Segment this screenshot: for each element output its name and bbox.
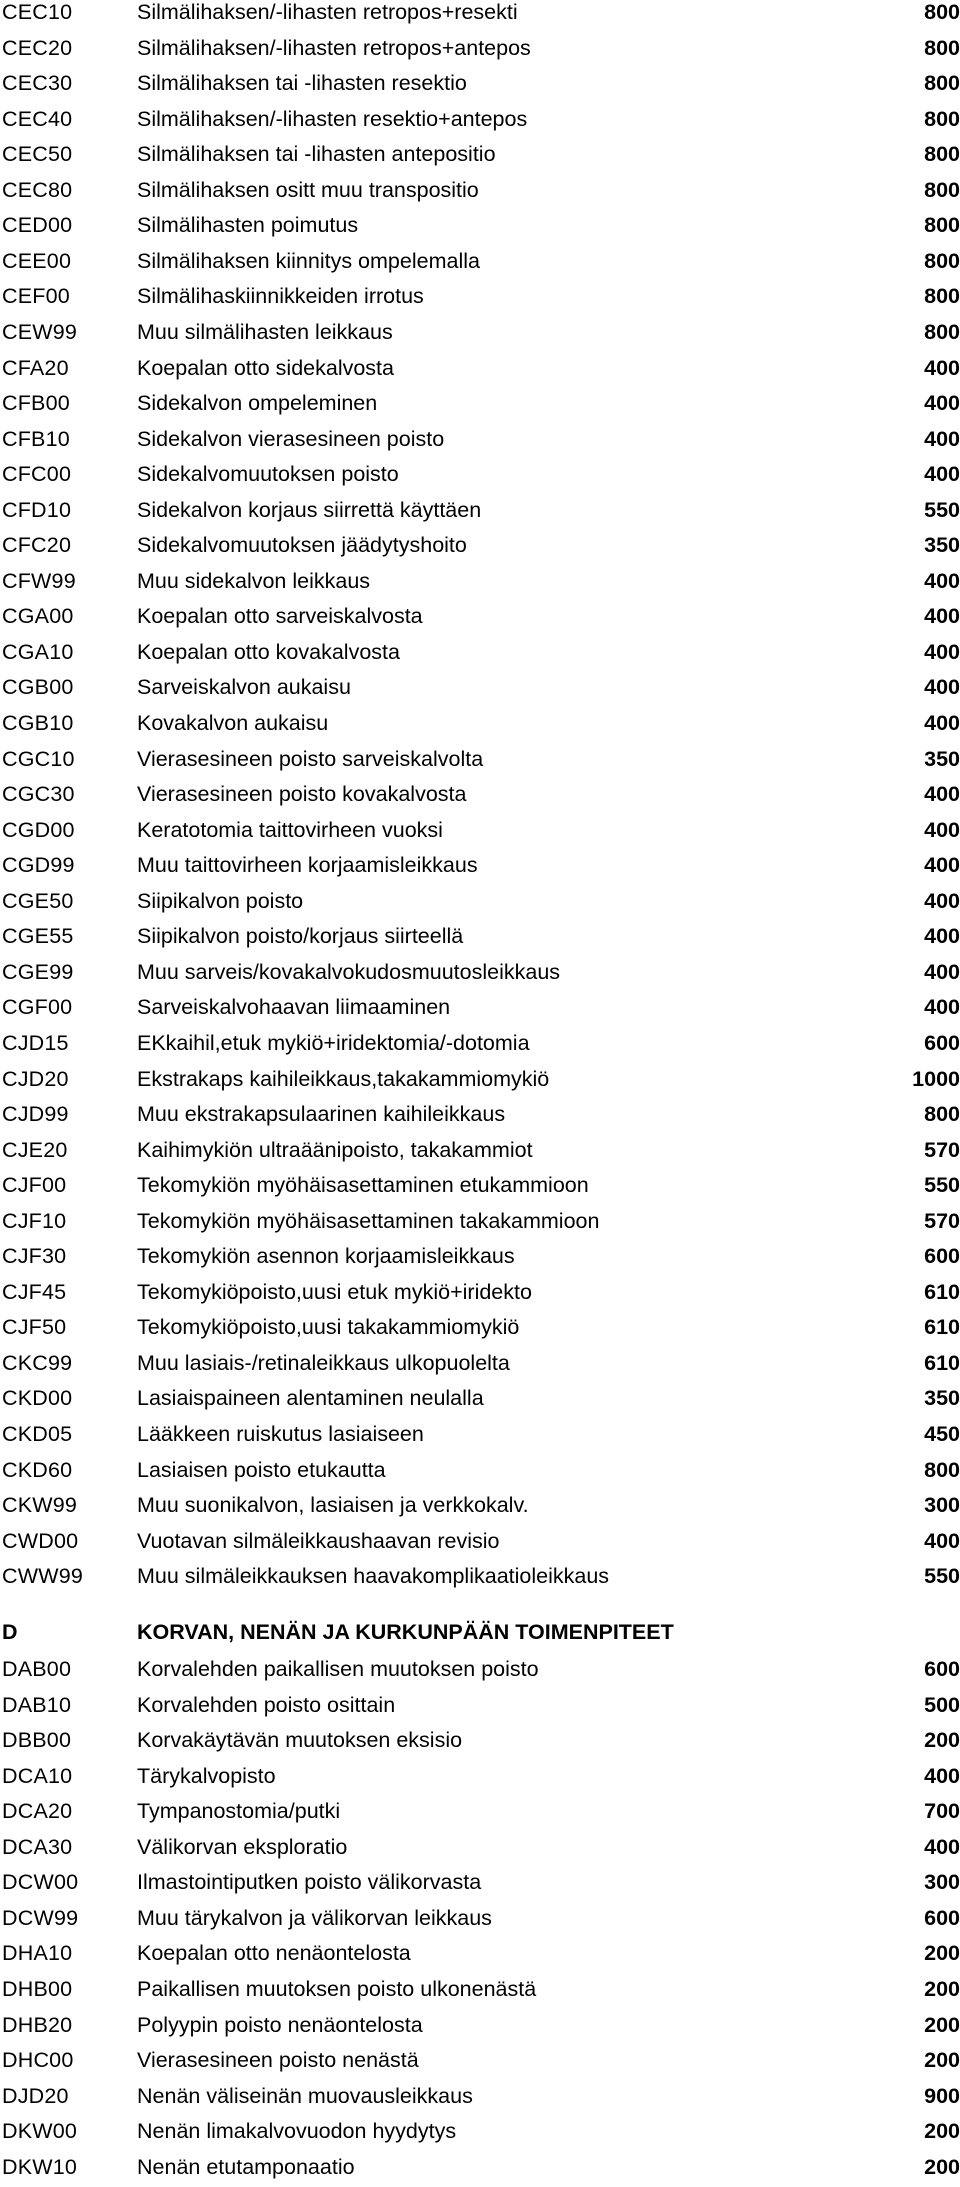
procedure-row [0,776,960,812]
section-title: KORVAN, NENÄN JA KURKUNPÄÄN TOIMENPITEET [137,1620,674,1644]
procedure-description: Sidekalvon ompeleminen [137,391,378,416]
procedure-description: Nenän limakalvovuodon hyydytys [137,2119,457,2144]
procedure-description: Sidekalvon korjaus siirrettä käyttäen [137,497,482,522]
procedure-row [0,954,960,990]
procedure-code: CEC10 [2,0,73,24]
procedure-description: Muu sidekalvon leikkaus [137,568,371,593]
procedure-description: Sidekalvomuutoksen poisto [137,462,399,487]
procedure-row [0,1309,960,1345]
procedure-price: 800 [924,35,960,60]
procedure-code: CEF00 [2,284,70,309]
procedure-code: CJF30 [2,1244,67,1269]
procedure-code: CJD20 [2,1066,69,1091]
procedure-description: Tympanostomia/putki [137,1799,341,1824]
procedure-description: Koepalan otto kovakalvosta [137,639,400,664]
procedure-price: 400 [924,711,960,735]
procedure-code: CEE00 [2,248,72,273]
procedure-row [0,1167,960,1203]
procedure-code: CJF10 [2,1208,67,1233]
procedure-row [0,421,960,457]
procedure-row [0,1345,960,1381]
procedure-code: DHB20 [2,2012,73,2037]
procedure-code: CGB00 [2,675,74,700]
procedure-price: 600 [924,1657,960,1681]
procedure-description: Lääkkeen ruiskutus lasiaiseen [137,1422,424,1446]
procedure-description: Muu sarveis/kovakalvokudosmuutosleikkaus [137,959,561,984]
procedure-code: CKD00 [2,1386,73,1411]
procedure-price: 400 [924,959,960,984]
procedure-row [0,314,960,350]
procedure-row [0,1416,960,1452]
procedure-description: Tekomykiön myöhäisasettaminen takakammioon [137,1208,600,1233]
procedure-description: Sarveiskalvohaavan liimaaminen [137,995,451,1020]
procedure-code: CEW99 [2,319,78,344]
procedure-price: 400 [924,1763,960,1788]
procedure-description: Tekomykiöpoisto,uusi takakammiomykiö [137,1315,520,1340]
procedure-description: Keratotomia taittovirheen vuoksi [137,817,443,842]
procedure-row [0,847,960,883]
procedure-row [0,1203,960,1239]
procedure-row [0,883,960,919]
procedure-description: Ekstrakaps kaihileikkaus,takakammiomykiö [137,1066,550,1091]
procedure-price: 800 [924,248,960,273]
procedure-price: 400 [924,853,960,878]
procedure-code: CJE20 [2,1137,68,1162]
procedure-row [0,598,960,634]
procedure-code: DHB00 [2,1976,73,2001]
procedure-code: CEC50 [2,142,73,167]
procedure-description: Muu silmäleikkauksen haavakomplikaatioleikkaus [137,1564,610,1589]
procedure-row [0,1829,960,1865]
procedure-price: 300 [924,1493,960,1518]
procedure-row [0,1132,960,1168]
procedure-description: Muu lasiais-/retinaleikkaus ulkopuolelta [137,1350,510,1375]
procedure-code: CJD15 [2,1030,69,1055]
procedure-code: CWD00 [2,1528,79,1553]
procedure-price: 350 [924,533,960,558]
procedure-description: Tekomykiöpoisto,uusi etuk mykiö+iridekto [137,1279,532,1304]
procedure-price: 400 [924,1528,960,1553]
procedure-description: Lasiaisen poisto etukautta [137,1457,386,1482]
procedure-code: CKW99 [2,1493,78,1518]
procedure-code: DCW00 [2,1870,79,1895]
procedure-code: CJF45 [2,1279,67,1304]
procedure-price: 300 [924,1870,960,1895]
procedure-description: Korvakäytävän muutoksen eksisio [137,1728,463,1753]
procedure-description: Vuotavan silmäleikkaushaavan revisio [137,1528,500,1553]
procedure-code: CFC20 [2,533,72,558]
procedure-description: Tekomykiön myöhäisasettaminen etukammioon [137,1173,589,1198]
procedure-price: 800 [924,1102,960,1127]
procedure-code: DCA10 [2,1763,73,1788]
procedure-row [0,1523,960,1559]
procedure-description: Silmälihaskiinnikkeiden irrotus [137,284,424,309]
procedure-row [0,1487,960,1523]
procedure-description: Korvalehden poisto osittain [137,1692,396,1717]
procedure-code: CJF00 [2,1173,67,1198]
procedure-row [0,30,960,66]
procedure-price: 350 [924,746,960,771]
procedure-description: Vierasesineen poisto nenästä [137,2048,419,2073]
procedure-price: 800 [924,0,960,24]
procedure-price: 800 [924,319,960,344]
procedure-code: CFB10 [2,426,70,451]
procedure-code: DAB00 [2,1657,72,1681]
procedure-price: 800 [924,213,960,238]
procedure-row [0,1935,960,1971]
procedure-description: Ilmastointiputken poisto välikorvasta [137,1870,482,1895]
procedure-row [0,1971,960,2007]
procedure-row [0,2113,960,2149]
procedure-price: 700 [924,1799,960,1824]
procedure-description: Vierasesineen poisto sarveiskalvolta [137,746,484,771]
procedure-price: 800 [924,142,960,167]
procedure-row [0,1687,960,1723]
procedure-row [0,243,960,279]
procedure-row [0,1793,960,1829]
procedure-price: 800 [924,177,960,202]
procedure-price: 200 [924,2048,960,2073]
procedure-code: CED00 [2,213,73,238]
procedure-row [0,812,960,848]
procedure-row [0,65,960,101]
procedure-code: CFA20 [2,355,69,380]
procedure-description: Muu tärykalvon ja välikorvan leikkaus [137,1905,492,1930]
procedure-description: Muu suonikalvon, lasiaisen ja verkkokalv. [137,1493,529,1518]
procedure-description: Koepalan otto nenäontelosta [137,1941,411,1966]
procedure-price: 800 [924,106,960,131]
procedure-price: 800 [924,284,960,309]
procedure-code: CEC30 [2,71,73,96]
procedure-price: 600 [924,1030,960,1055]
procedure-description: Vierasesineen poisto kovakalvosta [137,782,467,807]
procedure-row [0,563,960,599]
procedure-description: Silmälihaksen tai -lihasten antepositio [137,142,496,167]
procedure-description: Silmälihaksen kiinnitys ompelemalla [137,248,480,273]
procedure-code: CGE55 [2,924,74,949]
procedure-price: 200 [924,1976,960,2001]
procedure-row [0,1238,960,1274]
procedure-code: DCA20 [2,1799,73,1824]
procedure-code: CEC20 [2,35,73,60]
procedure-description: Sarveiskalvon aukaisu [137,675,351,700]
procedure-price: 600 [924,1905,960,1930]
procedure-row [0,172,960,208]
procedure-row [0,1864,960,1900]
procedure-code: DHC00 [2,2048,74,2073]
procedure-code: CFC00 [2,462,72,487]
procedure-price: 610 [924,1350,960,1375]
procedure-price: 200 [924,2154,960,2179]
procedure-code: DKW00 [2,2119,78,2144]
procedure-price: 610 [924,1279,960,1304]
procedure-row [0,2042,960,2078]
procedure-price: 400 [924,391,960,416]
procedure-row [0,634,960,670]
procedure-description: Silmälihaksen/-lihasten retropos+resekti [137,0,518,24]
procedure-price: 610 [924,1315,960,1340]
procedure-description: Silmälihaksen/-lihasten retropos+antepos [137,35,531,60]
procedure-row [0,1900,960,1936]
procedure-description: Koepalan otto sarveiskalvosta [137,604,423,629]
procedure-price: 400 [924,675,960,700]
procedure-row [0,1061,960,1097]
procedure-row [0,1025,960,1061]
procedure-code: CKD05 [2,1422,73,1446]
procedure-description: Silmälihaksen ositt muu transpositio [137,177,479,202]
procedure-row [0,1380,960,1416]
procedure-row [0,669,960,705]
procedure-description: Paikallisen muutoksen poisto ulkonenästä [137,1976,537,2001]
procedure-code: CJD99 [2,1102,69,1127]
procedure-price: 550 [924,1173,960,1198]
procedure-price: 800 [924,71,960,96]
procedure-price: 200 [924,2119,960,2144]
procedure-description: Muu silmälihasten leikkaus [137,319,393,344]
procedure-description: Sidekalvomuutoksen jäädytyshoito [137,533,467,558]
procedure-price: 400 [924,782,960,807]
procedure-price: 200 [924,1941,960,1966]
procedure-row [0,350,960,386]
procedure-row [0,1651,960,1687]
procedure-price: 400 [924,568,960,593]
procedure-row [0,918,960,954]
procedure-code: CGA10 [2,639,74,664]
procedure-description: Nenän etutamponaatio [137,2154,355,2179]
procedure-code: CGE50 [2,888,74,913]
procedure-row [0,0,960,30]
procedure-description: Silmälihaksen/-lihasten resektio+antepos [137,106,528,131]
procedure-price: 570 [924,1137,960,1162]
procedure-price: 200 [924,2012,960,2037]
procedure-description: EKkaihil,etuk mykiö+iridektomia/-dotomia [137,1030,530,1055]
procedure-price: 500 [924,1692,960,1717]
procedure-code: CKD60 [2,1457,73,1482]
procedure-row [0,1274,960,1310]
procedure-price: 400 [924,639,960,664]
procedure-description: Siipikalvon poisto [137,888,304,913]
procedure-price: 900 [924,2083,960,2108]
procedure-row [0,2078,960,2114]
procedure-code: DAB10 [2,1692,72,1717]
procedure-code: CJF50 [2,1315,67,1340]
procedure-description: Korvalehden paikallisen muutoksen poisto [137,1657,539,1681]
procedure-row [0,705,960,741]
procedure-price: 400 [924,1834,960,1859]
procedure-price: 600 [924,1244,960,1269]
procedure-code: DCW99 [2,1905,79,1930]
procedure-code: DJD20 [2,2083,69,2108]
procedure-price: 400 [924,426,960,451]
procedure-description: Silmälihasten poimutus [137,213,359,238]
procedure-price: 450 [924,1422,960,1446]
procedure-code: CEC80 [2,177,73,202]
procedure-row [0,2007,960,2043]
procedure-row [0,1452,960,1488]
procedure-code: CGD00 [2,817,75,842]
procedure-description: Välikorvan eksploratio [137,1834,348,1859]
procedure-price: 1000 [912,1066,960,1091]
procedure-row [0,385,960,421]
procedure-row [0,741,960,777]
procedure-description: Tärykalvopisto [137,1763,276,1788]
procedure-row [0,136,960,172]
procedure-code: CKC99 [2,1350,73,1375]
procedure-description: Polyypin poisto nenäontelosta [137,2012,423,2037]
procedure-code: DCA30 [2,1834,73,1859]
procedure-price: 800 [924,1457,960,1482]
procedure-price: 400 [924,995,960,1020]
procedure-code: CFB00 [2,391,70,416]
procedure-price: 400 [924,462,960,487]
procedure-code: CGB10 [2,711,74,735]
procedure-row [0,456,960,492]
procedure-description: Sidekalvon vierasesineen poisto [137,426,445,451]
procedure-row [0,1722,960,1758]
procedure-description: Silmälihaksen tai -lihasten resektio [137,71,467,96]
section-code: D [2,1620,18,1644]
procedure-description: Muu ekstrakapsulaarinen kaihileikkaus [137,1102,506,1127]
procedure-code: CGC10 [2,746,75,771]
procedure-code: CFD10 [2,497,72,522]
procedure-price: 400 [924,817,960,842]
procedure-code: DKW10 [2,2154,78,2179]
section-heading-d [0,1614,960,1650]
procedure-code: DHA10 [2,1941,73,1966]
procedure-code: CGD99 [2,853,75,878]
procedure-row [0,1558,960,1594]
procedure-price: 570 [924,1208,960,1233]
procedure-price: 400 [924,355,960,380]
procedure-row [0,278,960,314]
procedure-code: CGF00 [2,995,73,1020]
procedure-row [0,207,960,243]
procedure-code: CEC40 [2,106,73,131]
procedure-description: Muu taittovirheen korjaamisleikkaus [137,853,478,878]
procedure-price: 400 [924,604,960,629]
procedure-price: 400 [924,924,960,949]
procedure-description: Siipikalvon poisto/korjaus siirteellä [137,924,464,949]
procedure-price: 400 [924,888,960,913]
procedure-row [0,527,960,563]
procedure-description: Nenän väliseinän muovausleikkaus [137,2083,473,2108]
procedure-description: Kovakalvon aukaisu [137,711,329,735]
procedure-price: 200 [924,1728,960,1753]
procedure-description: Kaihimykiön ultraäänipoisto, takakammiot [137,1137,533,1162]
procedure-description: Koepalan otto sidekalvosta [137,355,394,380]
procedure-code: CWW99 [2,1564,84,1589]
procedure-code: DBB00 [2,1728,72,1753]
procedure-row [0,492,960,528]
procedure-price: 350 [924,1386,960,1411]
procedure-row [0,1758,960,1794]
procedure-description: Lasiaispaineen alentaminen neulalla [137,1386,484,1411]
procedure-row [0,2149,960,2185]
procedure-row [0,1096,960,1132]
procedure-price: 550 [924,1564,960,1589]
procedure-description: Tekomykiön asennon korjaamisleikkaus [137,1244,515,1269]
procedure-row [0,101,960,137]
procedure-code: CGE99 [2,959,74,984]
procedure-row [0,989,960,1025]
procedure-code: CGC30 [2,782,75,807]
procedure-price: 550 [924,497,960,522]
procedure-code: CGA00 [2,604,74,629]
procedure-code: CFW99 [2,568,76,593]
